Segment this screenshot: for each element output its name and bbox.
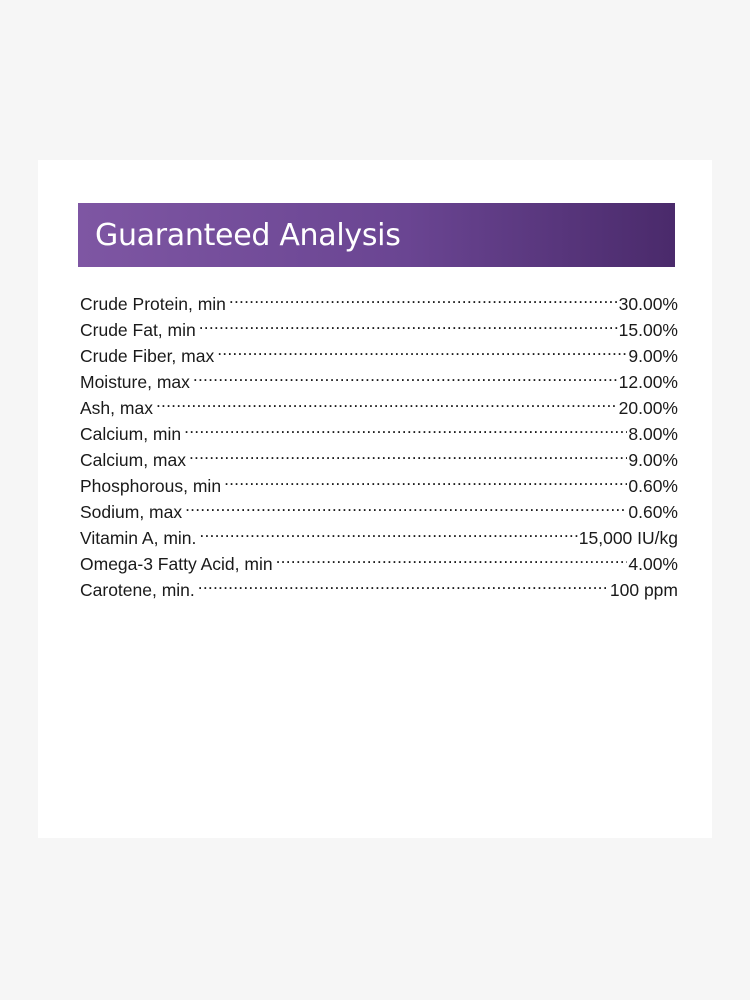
analysis-row — [80, 284, 678, 314]
nutrient-value: 12.00% — [618, 372, 678, 392]
analysis-row — [80, 414, 678, 444]
dot-leader — [217, 336, 627, 362]
nutrient-name: Moisture, max — [80, 372, 190, 392]
dot-leader — [229, 284, 618, 310]
nutrient-name: Crude Fat, min — [80, 320, 196, 340]
analysis-row — [80, 388, 678, 418]
dot-leader — [199, 310, 618, 336]
nutrient-name: Crude Fiber, max — [80, 346, 215, 366]
nutrient-name: Calcium, max — [80, 450, 186, 470]
nutrient-name: Phosphorous, min — [80, 476, 222, 496]
nutrient-value: 0.60% — [628, 476, 678, 496]
nutrient-value: 8.00% — [628, 424, 678, 444]
nutrient-name: Vitamin A, min. — [80, 528, 197, 548]
dot-leader — [224, 466, 627, 492]
dot-leader — [198, 570, 609, 596]
nutrient-value: 20.00% — [618, 398, 678, 418]
dot-leader — [185, 492, 627, 518]
nutrient-name: Carotene, min. — [80, 580, 195, 600]
nutrient-value: 0.60% — [628, 502, 678, 522]
nutrient-value: 9.00% — [628, 450, 678, 470]
dot-leader — [189, 440, 627, 466]
dot-leader — [199, 518, 577, 544]
nutrient-value: 4.00% — [628, 554, 678, 574]
nutrient-value: 15,000 IU/kg — [578, 528, 678, 548]
dot-leader — [276, 544, 628, 570]
analysis-list — [80, 284, 678, 600]
header-bar — [78, 203, 675, 267]
nutrient-value: 15.00% — [618, 320, 678, 340]
nutrient-value: 30.00% — [618, 294, 678, 314]
nutrient-name: Calcium, min — [80, 424, 182, 444]
nutrient-value: 9.00% — [628, 346, 678, 366]
dot-leader — [193, 362, 618, 388]
nutrient-name: Ash, max — [80, 398, 153, 418]
nutrient-name: Omega-3 Fatty Acid, min — [80, 554, 273, 574]
dot-leader — [184, 414, 627, 440]
page-title: Guaranteed Analysis — [95, 218, 401, 253]
nutrient-value: 100 ppm — [609, 580, 678, 600]
dot-leader — [156, 388, 618, 414]
nutrient-name: Crude Protein, min — [80, 294, 226, 314]
nutrient-name: Sodium, max — [80, 502, 183, 522]
